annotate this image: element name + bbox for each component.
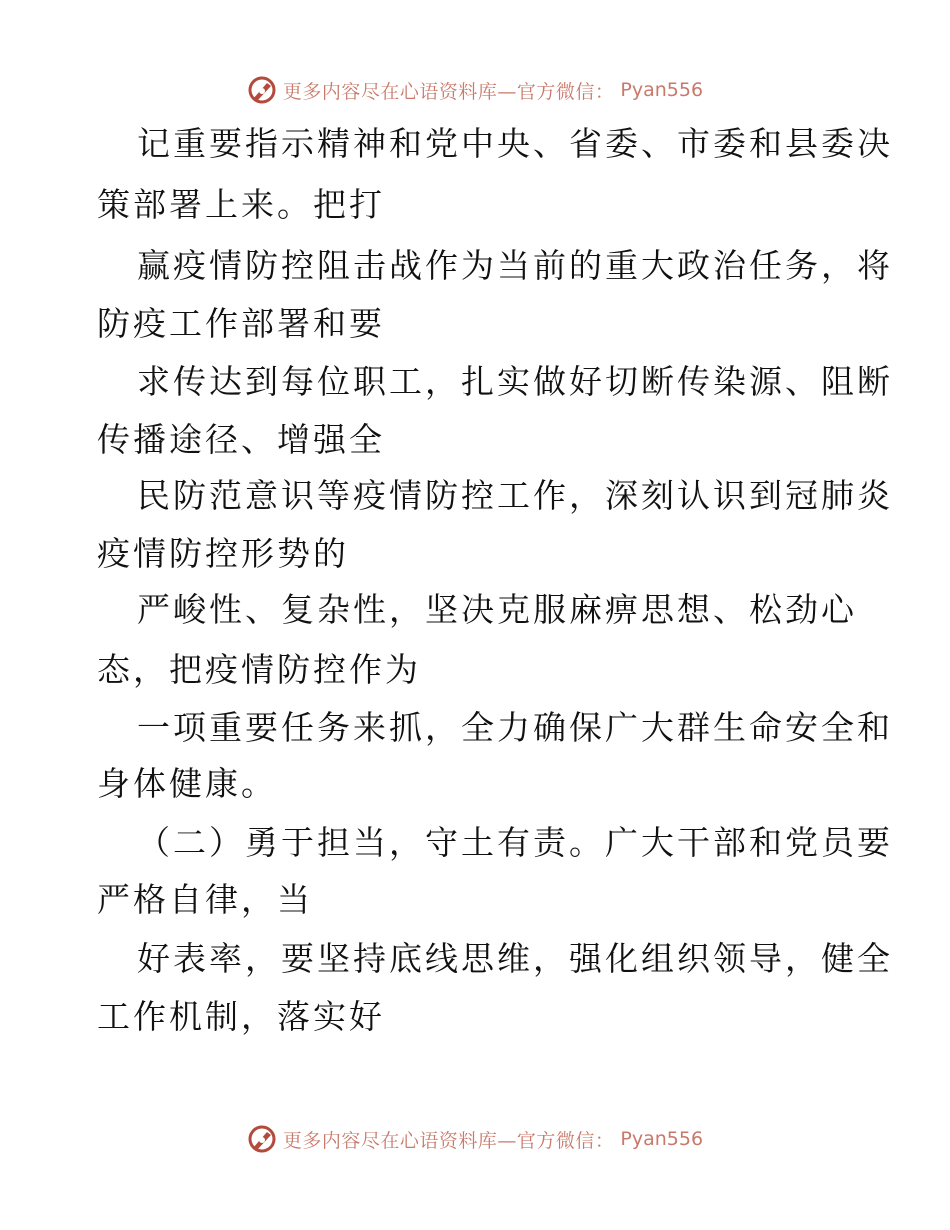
- pen-circle-logo-icon: [247, 1124, 277, 1154]
- text-line: 好表率，要坚持底线思维，强化组织领导，健全: [137, 939, 893, 978]
- text-line: 工作机制，落实好: [97, 997, 385, 1036]
- footer-watermark: [0, 1122, 950, 1156]
- text-line: 一项重要任务来抓，全力确保广大群生命安全和: [137, 708, 893, 747]
- text-line: 赢疫情防控阻击战作为当前的重大政治任务，将: [137, 246, 893, 285]
- text-line: 民防范意识等疫情防控工作，深刻认识到冠肺炎: [137, 476, 893, 515]
- text-line: 防疫工作部署和要: [97, 304, 385, 343]
- text-line: 严格自律，当: [97, 880, 313, 919]
- text-line: 态，把疫情防控作为: [97, 650, 421, 689]
- text-line: 策部署上来。把打: [97, 185, 385, 224]
- text-line: 身体健康。: [97, 764, 277, 803]
- text-line: （二）勇于担当，守土有责。广大干部和党员要: [137, 823, 893, 862]
- text-line: 记重要指示精神和党中央、省委、市委和县委决: [137, 124, 893, 163]
- text-line: 求传达到每位职工，扎实做好切断传染源、阻断: [137, 362, 893, 401]
- watermark-text: 更多内容尽在心语资料库—官方微信：: [282, 1129, 615, 1152]
- watermark-text: 更多内容尽在心语资料库—官方微信：: [282, 80, 615, 103]
- text-line: 严峻性、复杂性，坚决克服麻痹思想、松劲心: [137, 590, 857, 629]
- pen-circle-logo-icon: [247, 75, 277, 105]
- watermark-wechat-id: Pyan556: [620, 79, 704, 101]
- text-line: 疫情防控形势的: [97, 534, 349, 573]
- watermark-wechat-id: Pyan556: [620, 1128, 704, 1150]
- text-line: 传播途径、增强全: [97, 420, 385, 459]
- header-watermark: [0, 73, 950, 107]
